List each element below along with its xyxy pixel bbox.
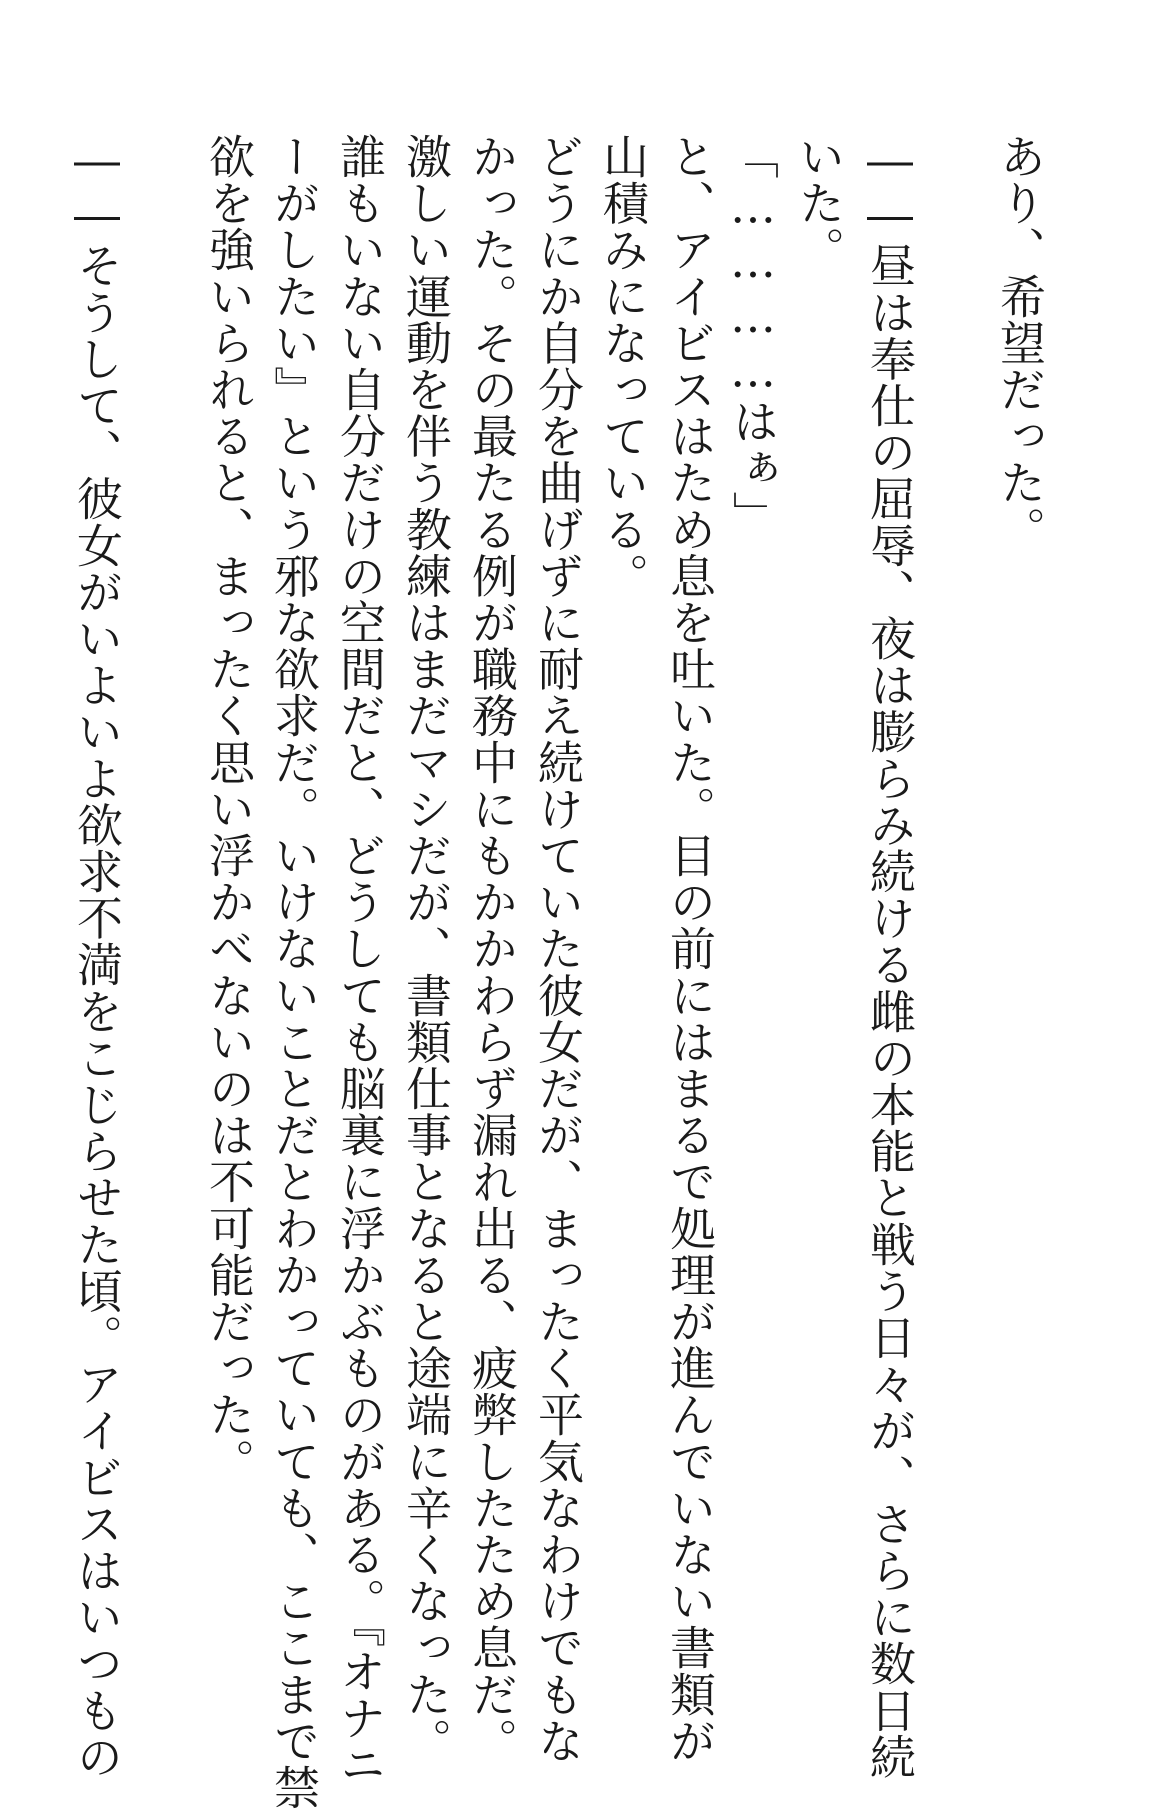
- text-line-11: ーがしたい』という邪な欲求だ。いけないことだとわかっていても、ここまで禁: [267, 133, 321, 1811]
- text-line-5: と、アイビスはため息を吐いた。目の前にはまるで処理が進んでいない書類が: [663, 133, 717, 1764]
- text-line-2: ――昼は奉仕の屈辱、夜は膨らみ続ける雌の本能と戦う日々が、さらに数日続: [863, 133, 917, 1780]
- text-line-1: あり、希望だった。: [993, 133, 1047, 553]
- text-line-8: かった。その最たる例が職務中にもかかわらず漏れ出る、疲弊したため息だ。: [465, 133, 519, 1764]
- text-line-13: ――そうして、彼女がいよいよ欲求不満をこじらせた頃。アイビスはいつもの: [70, 133, 124, 1780]
- text-line-7: どうにか自分を曲げずに耐え続けていた彼女だが、まったく平気なわけでもな: [531, 133, 585, 1764]
- text-line-3: いた。: [792, 133, 846, 273]
- text-line-10: 誰もいない自分だけの空間だと、どうしても脳裏に浮かぶものがある。『オナニ: [333, 133, 387, 1788]
- text-line-4: 「…………はぁ」: [726, 133, 780, 538]
- text-line-12: 欲を強いられると、まったく思い浮かべないのは不可能だった。: [202, 133, 256, 1485]
- text-line-9: 激しい運動を伴う教練はまだマシだが、書類仕事となると途端に辛くなった。: [399, 133, 453, 1764]
- text-line-6: 山積みになっている。: [596, 133, 650, 599]
